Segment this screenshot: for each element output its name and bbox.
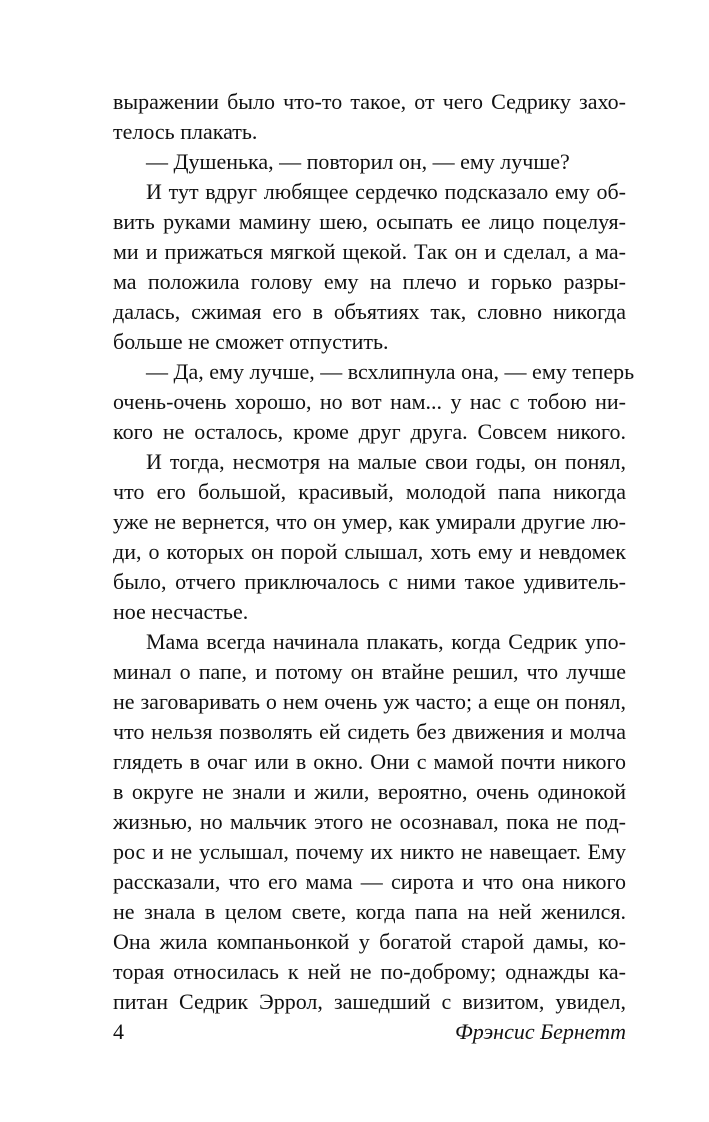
text-line: выражении было что-то такое, от чего Седрику захо- <box>113 89 626 114</box>
text-line: глядеть в очаг или в окно. Они с мамой почти никого <box>113 749 626 774</box>
text-line: очень-очень хорошо, но вот нам... у нас с тобою ни- <box>113 389 626 414</box>
text-line: телось плакать. <box>113 119 258 144</box>
text-line: далась, сжимая его в объятиях так, словно никогда <box>113 299 626 324</box>
text-line: ди, о которых он порой слышал, хоть ему и невдомек <box>113 539 626 564</box>
text-line: ное несчастье. <box>113 599 249 624</box>
text-line: что нельзя позволять ей сидеть без движения и молча <box>113 719 626 744</box>
text-line: рос и не услышал, почему их никто не навещает. Ему <box>113 839 626 864</box>
text-line: вить руками мамину шею, осыпать ее лицо поцелуя- <box>113 209 626 234</box>
text-line: Она жила компаньонкой у богатой старой дамы, ко- <box>113 929 626 954</box>
running-footer-author: Фрэнсис Бернетт <box>455 1019 626 1044</box>
text-line: — Да, ему лучше, — всхлипнула она, — ему теперь <box>146 359 635 384</box>
text-line: торая относилась к ней не по-доброму; однажды ка- <box>113 959 626 984</box>
text-line: жизнью, но мальчик этого не осознавал, пока не под- <box>113 809 626 834</box>
text-line: ми и прижаться мягкой щекой. Так он и сделал, а ма- <box>113 239 626 264</box>
text-line: минал о папе, и потому он втайне решил, что лучше <box>113 659 626 684</box>
text-line: в округе не знали и жили, вероятно, очень одинокой <box>113 779 626 804</box>
text-line: рассказали, что его мама — сирота и что она никого <box>113 869 626 894</box>
text-line: И тогда, несмотря на малые свои годы, он понял, <box>146 449 626 474</box>
text-line: было, отчего приключалось с ними такое удивитель- <box>113 569 626 594</box>
text-line: больше не сможет отпустить. <box>113 329 389 354</box>
text-line: — Душенька, — повторил он, — ему лучше? <box>146 149 570 174</box>
text-line: не заговаривать о нем очень уж часто; а еще он понял, <box>113 689 626 714</box>
text-line: кого не осталось, кроме друг друга. Совсем никого. <box>113 419 626 444</box>
page-number: 4 <box>113 1019 124 1044</box>
text-line: Мама всегда начинала плакать, когда Седрик упо- <box>146 629 626 654</box>
text-line: что его большой, красивый, молодой папа никогда <box>113 479 626 504</box>
text-line: уже не вернется, что он умер, как умирали другие лю- <box>113 509 626 534</box>
text-line: не знала в целом свете, когда папа на ней женился. <box>113 899 626 924</box>
text-line: питан Седрик Эррол, зашедший с визитом, увидел, <box>113 989 626 1014</box>
text-line: ма положила голову ему на плечо и горько разры- <box>113 269 626 294</box>
text-line: И тут вдруг любящее сердечко подсказало ему об- <box>146 179 626 204</box>
